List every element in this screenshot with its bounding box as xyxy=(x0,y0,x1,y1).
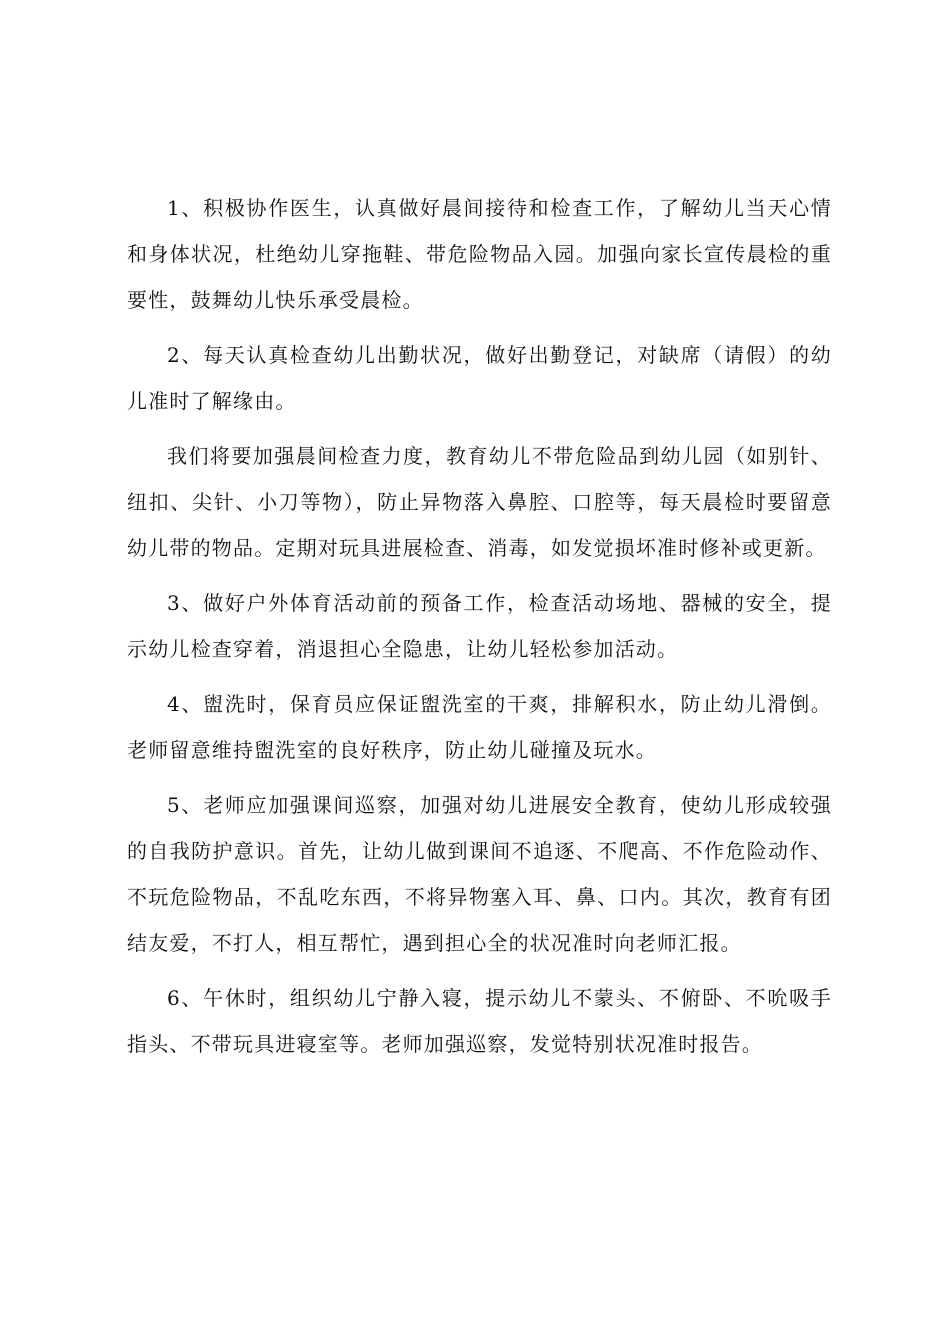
paragraph-4: 3、做好户外体育活动前的预备工作，检查活动场地、器械的安全，提示幼儿检查穿着，消退担心全隐患，让幼儿轻松参加活动。 xyxy=(127,591,832,661)
paragraph-5: 4、盥洗时，保育员应保证盥洗室的干爽，排解积水，防止幼儿滑倒。老师留意维持盥洗室的良好秩序，防止幼儿碰撞及玩水。 xyxy=(127,692,832,762)
paragraph-7: 6、午休时，组织幼儿宁静入寝，提示幼儿不蒙头、不俯卧、不吮吸手指头、不带玩具进寝室等。老师加强巡察，发觉特别状况准时报告。 xyxy=(127,986,832,1056)
document-body xyxy=(127,185,832,1076)
paragraph-1: 1、积极协作医生，认真做好晨间接待和检查工作，了解幼儿当天心情和身体状况，杜绝幼儿穿拖鞋、带危险物品入园。加强向家长宣传晨检的重要性，鼓舞幼儿快乐承受晨检。 xyxy=(127,196,832,312)
paragraph-6: 5、老师应加强课间巡察，加强对幼儿进展安全教育，使幼儿形成较强的自我防护意识。首先，让幼儿做到课间不追逐、不爬高、不作危险动作、不玩危险物品，不乱吃东西，不将异物塞入耳、鼻、口内。其次，教育有团结友爱，不打人，相互帮忙，遇到担心全的状况准时向老师汇报。 xyxy=(127,793,832,955)
paragraph-3: 我们将要加强晨间检查力度，教育幼儿不带危险品到幼儿园（如别针、纽扣、尖针、小刀等物），防止异物落入鼻腔、口腔等，每天晨检时要留意幼儿带的物品。定期对玩具进展检查、消毒，如发觉损坏准时修补或更新。 xyxy=(127,444,832,560)
paragraph-2: 2、每天认真检查幼儿出勤状况，做好出勤登记，对缺席（请假）的幼儿准时了解缘由。 xyxy=(127,343,832,413)
